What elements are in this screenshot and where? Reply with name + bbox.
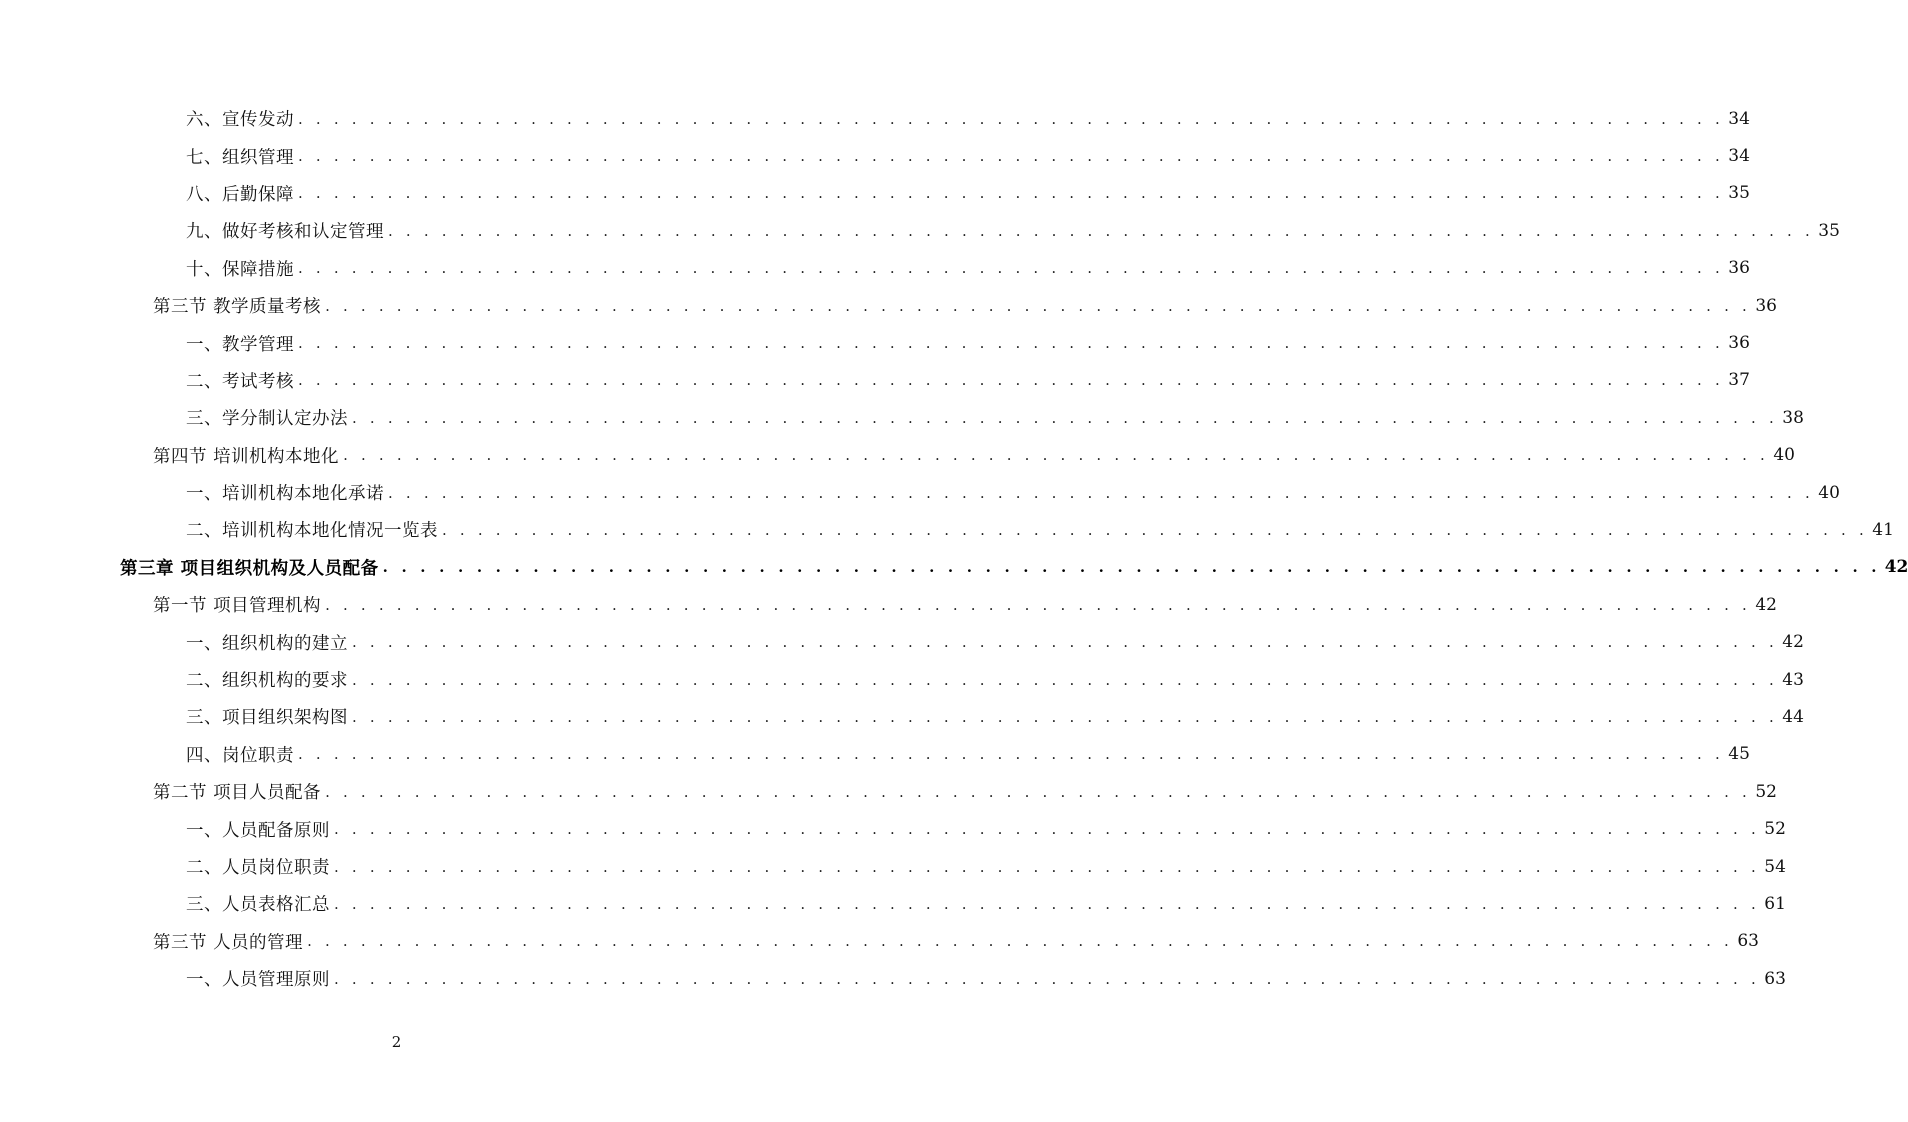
toc-entry-title: 二、考试考核 bbox=[186, 371, 294, 392]
toc-entry-page: 52 bbox=[1755, 781, 1777, 802]
toc-entry-title: 四、岗位职责 bbox=[186, 745, 294, 766]
toc-subsection-entry[interactable] bbox=[0, 661, 1804, 698]
toc-subsection-entry[interactable] bbox=[0, 848, 1786, 885]
toc-dot-leader: . . . . . . . . . . . . . . . . . . . . . . . . . . . . . . . . . . . . . . . . . . . . . . . . . . . . . . . . . . . . . . . . . . . . . . . . . . . . . . . . bbox=[352, 408, 1778, 427]
toc-entry-page: 36 bbox=[1728, 258, 1750, 279]
toc-entry-page: 37 bbox=[1728, 370, 1750, 391]
toc-entry-title: 一、人员管理原则 bbox=[186, 970, 330, 991]
toc-entry-page: 63 bbox=[1764, 968, 1786, 989]
toc-subsection-entry[interactable] bbox=[0, 736, 1750, 773]
toc-entry-title: 一、培训机构本地化承诺 bbox=[186, 484, 384, 505]
toc-entry-page: 61 bbox=[1764, 893, 1786, 914]
toc-subsection-entry[interactable] bbox=[0, 511, 1894, 548]
toc-entry-page: 38 bbox=[1782, 407, 1804, 428]
toc-dot-leader: . . . . . . . . . . . . . . . . . . . . . . . . . . . . . . . . . . . . . . . . . . . . . . . . . . . . . . . . . . . . . . . . . . . . . . . . . . . . . . . . bbox=[334, 969, 1760, 988]
toc-entry-page: 54 bbox=[1764, 856, 1786, 877]
toc-subsection-entry[interactable] bbox=[0, 960, 1786, 997]
toc-dot-leader: . . . . . . . . . . . . . . . . . . . . . . . . . . . . . . . . . . . . . . . . . . . . . . . . . . . . . . . . . . . . . . . . . . . . . . . . . . . . . . . . bbox=[298, 745, 1724, 764]
toc-dot-leader: . . . . . . . . . . . . . . . . . . . . . . . . . . . . . . . . . . . . . . . . . . . . . . . . . . . . . . . . . . . . . . . . . . . . . . . . . . . . . . . . bbox=[352, 633, 1778, 652]
toc-dot-leader: . . . . . . . . . . . . . . . . . . . . . . . . . . . . . . . . . . . . . . . . . . . . . . . . . . . . . . . . . . . . . . . . . . . . . . . . . . . . . . . . bbox=[298, 371, 1724, 390]
toc-entry-page: 44 bbox=[1782, 706, 1804, 727]
toc-entry-title: 一、教学管理 bbox=[186, 334, 294, 355]
toc-subsection-entry[interactable] bbox=[0, 250, 1750, 287]
toc-dot-leader: . . . . . . . . . . . . . . . . . . . . . . . . . . . . . . . . . . . . . . . . . . . . . . . . . . . . . . . . . . . . . . . . . . . . . . . . . . . . . . . . bbox=[334, 857, 1760, 876]
toc-entry-page: 42 bbox=[1884, 557, 1908, 578]
toc-dot-leader: . . . . . . . . . . . . . . . . . . . . . . . . . . . . . . . . . . . . . . . . . . . . . . . . . . . . . . . . . . . . . . . . . . . . . . . . . . . . . . . . bbox=[307, 932, 1733, 951]
toc-entry-page: 45 bbox=[1728, 744, 1750, 765]
toc-entry-page: 35 bbox=[1818, 220, 1840, 241]
toc-dot-leader: . . . . . . . . . . . . . . . . . . . . . . . . . . . . . . . . . . . . . . . . . . . . . . . . . . . . . . . . . . . . . . . . . . . . . . . . . . . . . . . . bbox=[298, 147, 1724, 166]
page-number: 2 bbox=[391, 1033, 402, 1051]
toc-section-entry[interactable] bbox=[0, 437, 1795, 474]
toc-subsection-entry[interactable] bbox=[0, 212, 1840, 249]
toc-dot-leader: . . . . . . . . . . . . . . . . . . . . . . . . . . . . . . . . . . . . . . . . . . . . . . . . . . . . . . . . . . . . . . . . . . . . . . . . . . . . . . . . bbox=[442, 520, 1868, 539]
toc-entry-title: 第二节 项目人员配备 bbox=[153, 783, 322, 804]
toc-entry-title: 七、组织管理 bbox=[186, 147, 294, 168]
toc-entry-title: 三、学分制认定办法 bbox=[186, 409, 348, 430]
toc-dot-leader: . . . . . . . . . . . . . . . . . . . . . . . . . . . . . . . . . . . . . . . . . . . . . . . . . . . . . . . . . . . . . . . . . . . . . . . . . . . . . . . . bbox=[298, 184, 1724, 203]
toc-entry-page: 52 bbox=[1764, 819, 1786, 840]
toc-entry-title: 八、后勤保障 bbox=[186, 184, 294, 205]
toc-entry-title: 第三节 教学质量考核 bbox=[153, 297, 322, 318]
toc-entry-page: 40 bbox=[1773, 445, 1795, 466]
toc-entry-title: 六、宣传发动 bbox=[186, 110, 294, 131]
toc-entry-title: 第三章 项目组织机构及人员配备 bbox=[120, 558, 379, 579]
toc-entry-page: 42 bbox=[1782, 632, 1804, 653]
toc-entry-page: 36 bbox=[1728, 333, 1750, 354]
toc-subsection-entry[interactable] bbox=[0, 885, 1786, 922]
toc-dot-leader: . . . . . . . . . . . . . . . . . . . . . . . . . . . . . . . . . . . . . . . . . . . . . . . . . . . . . . . . . . . . . . . . . . . . . . . . . . . . . . . . bbox=[352, 707, 1778, 726]
toc-entry-page: 34 bbox=[1728, 108, 1750, 129]
toc-subsection-entry[interactable] bbox=[0, 324, 1750, 361]
toc-dot-leader: . . . . . . . . . . . . . . . . . . . . . . . . . . . . . . . . . . . . . . . . . . . . . . . . . . . . . . . . . . . . . . . . . . . . . . . . . . . . . . . . bbox=[388, 483, 1814, 502]
toc-dot-leader: . . . . . . . . . . . . . . . . . . . . . . . . . . . . . . . . . . . . . . . . . . . . . . . . . . . . . . . . . . . . . . . . . . . . . . . . . . . . . . . . bbox=[298, 109, 1724, 128]
toc-dot-leader: . . . . . . . . . . . . . . . . . . . . . . . . . . . . . . . . . . . . . . . . . . . . . . . . . . . . . . . . . . . . . . . . . . . . . . . . . . . . . . . . bbox=[298, 259, 1724, 278]
toc-entry-title: 二、人员岗位职责 bbox=[186, 858, 330, 878]
toc-entry-title: 第一节 项目管理机构 bbox=[153, 596, 322, 617]
table-of-contents bbox=[0, 100, 1908, 997]
toc-entry-title: 二、组织机构的要求 bbox=[186, 671, 348, 692]
toc-section-entry[interactable] bbox=[0, 586, 1777, 623]
toc-dot-leader: . . . . . . . . . . . . . . . . . . . . . . . . . . . . . . . . . . . . . . . . . . . . . . . . . . . . . . . . . . . . . . . . . . . . . . . . . . . . . . . . bbox=[325, 782, 1751, 801]
toc-entry-title: 十、保障措施 bbox=[186, 259, 294, 280]
toc-entry-page: 35 bbox=[1728, 183, 1750, 204]
toc-entry-page: 36 bbox=[1755, 295, 1777, 316]
toc-entry-page: 40 bbox=[1818, 482, 1840, 503]
toc-subsection-entry[interactable] bbox=[0, 137, 1750, 174]
toc-subsection-entry[interactable] bbox=[0, 100, 1750, 137]
toc-dot-leader: . . . . . . . . . . . . . . . . . . . . . . . . . . . . . . . . . . . . . . . . . . . . . . . . . . . . . . . . . . . . . . . . . . . . . . . . . . . . . . . . bbox=[334, 820, 1760, 839]
toc-dot-leader: . . . . . . . . . . . . . . . . . . . . . . . . . . . . . . . . . . . . . . . . . . . . . . . . . . . . . . . . . . . . . . . . . . . . . . . . . . . . . . . . bbox=[352, 670, 1778, 689]
toc-chapter-entry[interactable] bbox=[0, 549, 1908, 586]
toc-dot-leader: . . . . . . . . . . . . . . . . . . . . . . . . . . . . . . . . . . . . . . . . . . . . . . . . . . . . . . . . . . . . . . . . . . . . . . . . . . . . . . . . bbox=[382, 558, 1881, 577]
toc-entry-page: 41 bbox=[1872, 519, 1894, 540]
toc-dot-leader: . . . . . . . . . . . . . . . . . . . . . . . . . . . . . . . . . . . . . . . . . . . . . . . . . . . . . . . . . . . . . . . . . . . . . . . . . . . . . . . . bbox=[388, 221, 1814, 240]
toc-section-entry[interactable] bbox=[0, 773, 1777, 810]
toc-subsection-entry[interactable] bbox=[0, 474, 1840, 511]
toc-subsection-entry[interactable] bbox=[0, 399, 1804, 436]
toc-entry-title: 一、组织机构的建立 bbox=[186, 633, 348, 654]
toc-entry-title: 第四节 培训机构本地化 bbox=[153, 446, 340, 467]
toc-entry-title: 三、人员表格汇总 bbox=[186, 895, 330, 916]
toc-subsection-entry[interactable] bbox=[0, 698, 1804, 735]
toc-entry-page: 43 bbox=[1782, 669, 1804, 690]
toc-dot-leader: . . . . . . . . . . . . . . . . . . . . . . . . . . . . . . . . . . . . . . . . . . . . . . . . . . . . . . . . . . . . . . . . . . . . . . . . . . . . . . . . bbox=[325, 296, 1751, 315]
toc-subsection-entry[interactable] bbox=[0, 810, 1786, 847]
toc-dot-leader: . . . . . . . . . . . . . . . . . . . . . . . . . . . . . . . . . . . . . . . . . . . . . . . . . . . . . . . . . . . . . . . . . . . . . . . . . . . . . . . . bbox=[343, 446, 1769, 465]
toc-entry-page: 42 bbox=[1755, 594, 1777, 615]
toc-dot-leader: . . . . . . . . . . . . . . . . . . . . . . . . . . . . . . . . . . . . . . . . . . . . . . . . . . . . . . . . . . . . . . . . . . . . . . . . . . . . . . . . bbox=[334, 894, 1760, 913]
toc-entry-page: 34 bbox=[1728, 146, 1750, 167]
toc-entry-title: 二、培训机构本地化情况一览表 bbox=[186, 521, 438, 542]
toc-entry-title: 一、人员配备原则 bbox=[186, 820, 330, 841]
toc-section-entry[interactable] bbox=[0, 923, 1759, 960]
toc-subsection-entry[interactable] bbox=[0, 175, 1750, 212]
toc-entry-page: 63 bbox=[1737, 931, 1759, 952]
toc-entry-title: 三、项目组织架构图 bbox=[186, 708, 348, 729]
toc-entry-title: 第三节 人员的管理 bbox=[153, 932, 304, 953]
toc-section-entry[interactable] bbox=[0, 287, 1777, 324]
toc-entry-title: 九、做好考核和认定管理 bbox=[186, 222, 384, 243]
toc-dot-leader: . . . . . . . . . . . . . . . . . . . . . . . . . . . . . . . . . . . . . . . . . . . . . . . . . . . . . . . . . . . . . . . . . . . . . . . . . . . . . . . . bbox=[298, 334, 1724, 353]
toc-subsection-entry[interactable] bbox=[0, 623, 1804, 660]
toc-subsection-entry[interactable] bbox=[0, 362, 1750, 399]
toc-dot-leader: . . . . . . . . . . . . . . . . . . . . . . . . . . . . . . . . . . . . . . . . . . . . . . . . . . . . . . . . . . . . . . . . . . . . . . . . . . . . . . . . bbox=[325, 595, 1751, 614]
